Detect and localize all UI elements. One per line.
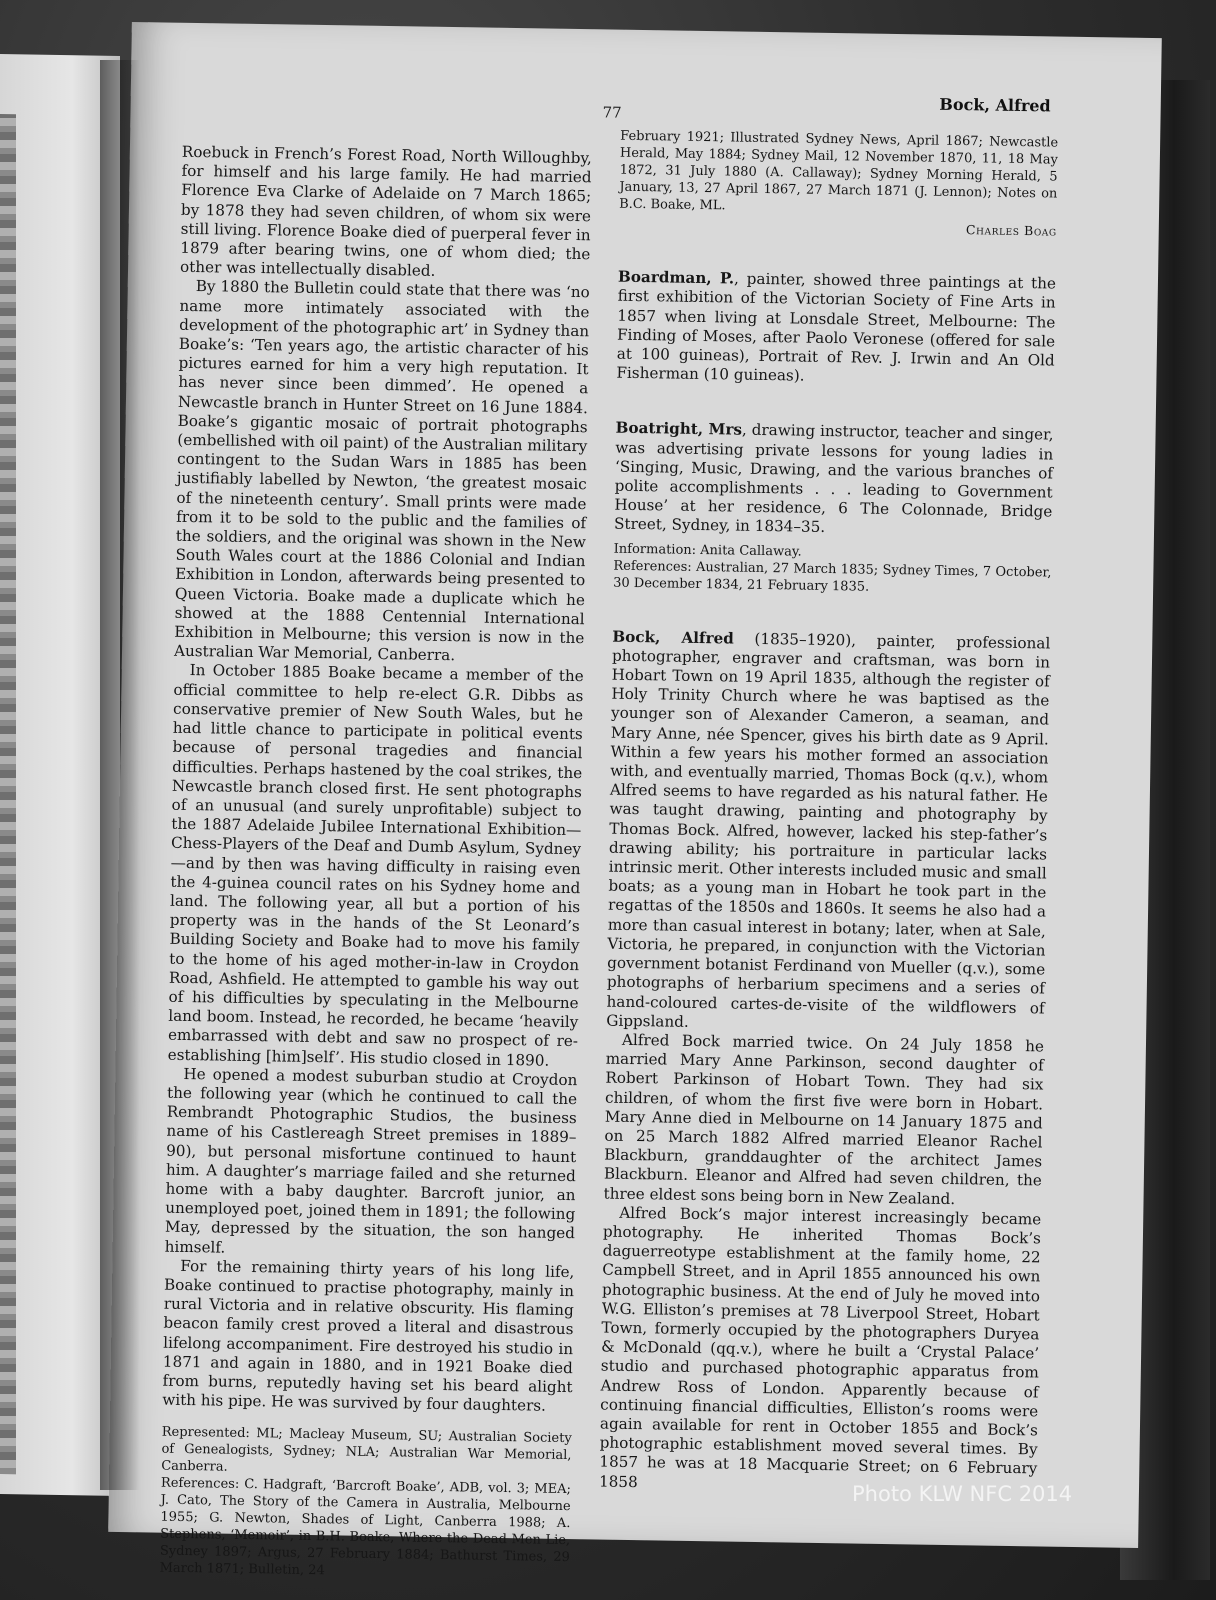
spine-shadow [100, 60, 140, 1490]
photo-credit-watermark: Photo KLW NFC 2014 [852, 1482, 1073, 1506]
paragraph: By 1880 the Bulletin could state that there was ‘no name more intimately associated with the development of the photographic art’ in Sydney than Boake’s: ‘Ten years ago, the artistic character of his pictures earned for him a very high reputation. It has never since been dimmed’. He opened a Newcastle branch in Hunter Street on 16 June 1884. Boake’s gigantic mosaic of portrait photographs (embellished with oil paint) of the Australian military contingent to the Sudan Wars in 1885 has been justifiably labelled by Newton, ‘the greatest mosaic of the nineteenth century’. Small prints were made from it to be sold to the public and the families of the soldiers, and the original was shown in the New South Wales court at the 1886 Colonial and Indian Exhibition in London, afterwards being presented to Queen Victoria. Boake made a duplicate which he showed at the 1888 Centennial International Exhibition in Melbourne; this version is now in the Australian War Memorial, Canberra. [173, 277, 590, 665]
entry-boardman [616, 268, 1056, 390]
paragraph: Roebuck in French’s Forest Road, North Willoughby, for himself and his large family. He had married Florence Eva Clarke of Adelaide on 7 March 1865; by 1878 they had seven children, of whom six were still living. Florence Boake died of puerperal fever in 1879 after bearing twins, one of whom died; the other was intellectually disabled. [179, 142, 592, 281]
entry-boatright [613, 419, 1054, 598]
paragraph: For the remaining thirty years of his long life, Boake continued to practise photography, mainly in rural Victoria and in relative obscurity. His flaming beacon family crest proved a literal and disastrous lifelong accompaniment. Fire destroyed his studio in 1871 and again in 1880, and in 1921 Boake died from burns, reputedly having set his beard alight with his pipe. He was survived by four daughters. [162, 1256, 575, 1415]
references-continued: February 1921; Illustrated Sydney News, April 1867; Newcastle Herald, May 1884; Sydney Mail, 12 November 1870, 11, 18 May 1872, 31 July 1880 (A. Callaway); Sydney Morning Herald, 5 January, 13, 27 April 1867, 27 March 1871 (J. Lennon); Notes on B.C. Boake, ML. [619, 128, 1059, 214]
paragraph: In October 1885 Boake became a member of the official committee to help re-elect G.R. Dibbs as conservative premier of New South Wales, but he had little chance to participate in political events because of personal tragedies and financial difficulties. Perhaps hastened by the coal strikes, the Newcastle branch closed first. He sent photographs of an unusual (and surely unprofitable) subject to the 1887 Adelaide Jubilee International Exhibition—Chess-Players of the Deaf and Dumb Asylum, Sydney—and by then was having difficulty in raising even the 4-guinea council rates on his Sydney home and land. The following year, all but a portion of his property was in the hands of the St Leonard’s Building Society and Boake had to move his family to the home of his aged mother-in-law in Croydon Road, Ashfield. He attempted to gamble his way out of his difficulties by speculating in the Melbourne land boom. Instead, he recorded, he became ‘heavily embarrassed with debt and saw no prospect of re-establishing [him]self’. His studio closed in 1890. [167, 661, 584, 1070]
references-note: References: C. Hadgraft, ‘Barcroft Boake’, ADB, vol. 3; MEA; J. Cato, The Story of the Camera in Australia, Melbourne 1955; G. Newton, Shades of Light, Canberra 1988; A. Stephens, ‘Memoir’, in B.H. Boake, Where the Dead Men Lie, Sydney 1897; Argus, 27 February 1884; Bathurst Times, 29 March 1871; Bulletin, 24 [159, 1476, 572, 1579]
paragraph: He opened a modest suburban studio at Croydon the following year (which he continued to call the Rembrandt Photographic Studios, the business name of his Castlereagh Street premises in 1889–90), but personal misfortune continued to haunt him. A daughter’s marriage failed and she returned home with a baby daughter. Barcroft junior, an unemployed poet, joined them in 1891; the following May, depressed by the situation, the son hanged himself. [164, 1064, 578, 1257]
references-note: References: Australian, 27 March 1835; Sydney Times, 7 October, 30 December 1834, 21 February 1835. [613, 558, 1052, 595]
entry-heading: Boardman, P. [617, 267, 735, 288]
represented-note: Represented: ML; Macleay Museum, SU; Australian Society of Genealogists, Sydney; NLA; Australian War Memorial, Canberra. [161, 1425, 572, 1476]
book-page [108, 22, 1162, 1579]
entry-text: (1835–1920), painter, professional photographer, engraver and craftsman, was born in Hobart Town on 19 April 1835, although the register of Holy Trinity Church where he was baptised as the younger son of Alexander Cameron, a seaman, and Mary Anne, née Spencer, gives his birth date as 9 April. Within a few years his mother formed an association with, and eventually married, Thomas Bock (q.v.), whom Alfred seems to have regarded as his natural father. He was taught drawing, painting and photography by Thomas Bock. Alfred, however, lacked his step-father’s drawing ability; his portraiture in particular lacks intrinsic merit. Other interests included music and small boats; as a young man in Hobart he took part in the regattas of the 1850s and 1860s. It seems he also had a more than casual interest in botany; later, when at Sale, Victoria, he prepared, in conjunction with the Victorian government botanist Ferdinand von Mueller (q.v.), some photographs of herbarium specimens and a series of hand-coloured cartes-de-visite of the wildflowers of Gippsland. [606, 629, 1051, 1031]
entry-text: , drawing instructor, teacher and singer, was advertising private lessons for young ladies in ‘Singing, Music, Drawing, and the various branches of polite accomplishments . . . leading to Government House’ at her residence, 6 The Colonnade, Bridge Street, Sydney, in 1834–35. [613, 421, 1054, 537]
left-column [160, 143, 592, 1584]
page-number: 77 [602, 103, 622, 122]
entry-text: , painter, showed three paintings at the first exhibition of the Victorian Society of Fine Arts in 1857 when living at Lonsdale Street, Melbourne: The Finding of Moses, after Paolo Veronese (offered for sale at 100 guineas), Portrait of Rev. J. Irwin and An Old Fisherman (10 guineas). [616, 269, 1057, 385]
running-head: Bock, Alfred [939, 94, 1051, 116]
left-page-illustration-edge [0, 114, 16, 1474]
references-block [160, 1424, 572, 1583]
author-signature: Charles Boag [965, 222, 1057, 239]
paragraph: Alfred Bock’s major interest increasingly became photography. He inherited Thomas Bock’s daguerreotype establishment at the family home, 22 Campbell Street, and in April 1855 announced his own photographic business. At the end of July he moved into W.G. Elliston’s premises at 78 Liverpool Street, Hobart Town, formerly occupied by the photographers Duryea & McDonald (qq.v.), where he built a ‘Crystal Palace’ studio and purchased photographic apparatus from Andrew Ross of London. Apparently because of continuing financial difficulties, Elliston’s rooms were again available for rent in October 1855 and Bock’s photographic establishment moved several times. By 1857 he was at 18 Macquarie Street; on 6 February 1858 [598, 1203, 1042, 1491]
information-note: Information: Anita Callaway. [613, 541, 802, 560]
entry-heading: Bock, Alfred [612, 627, 734, 648]
entry-bock [599, 627, 1051, 1498]
paragraph: Alfred Bock married twice. On 24 July 1858 he married Mary Anne Parkinson, second daughter of Robert Parkinson of Hobart Town. They had six children, of whom the first five were born in Hobart. Mary Anne died in Melbourne on 14 January 1875 and on 25 March 1882 Alfred married Eleanor Rachel Blackburn, granddaughter of the architect James Blackburn. Eleanor and Alfred had seven children, the three eldest sons being born in New Zealand. [603, 1030, 1045, 1208]
entry-heading: Boatright, Mrs [615, 419, 743, 440]
right-column [599, 128, 1058, 1498]
